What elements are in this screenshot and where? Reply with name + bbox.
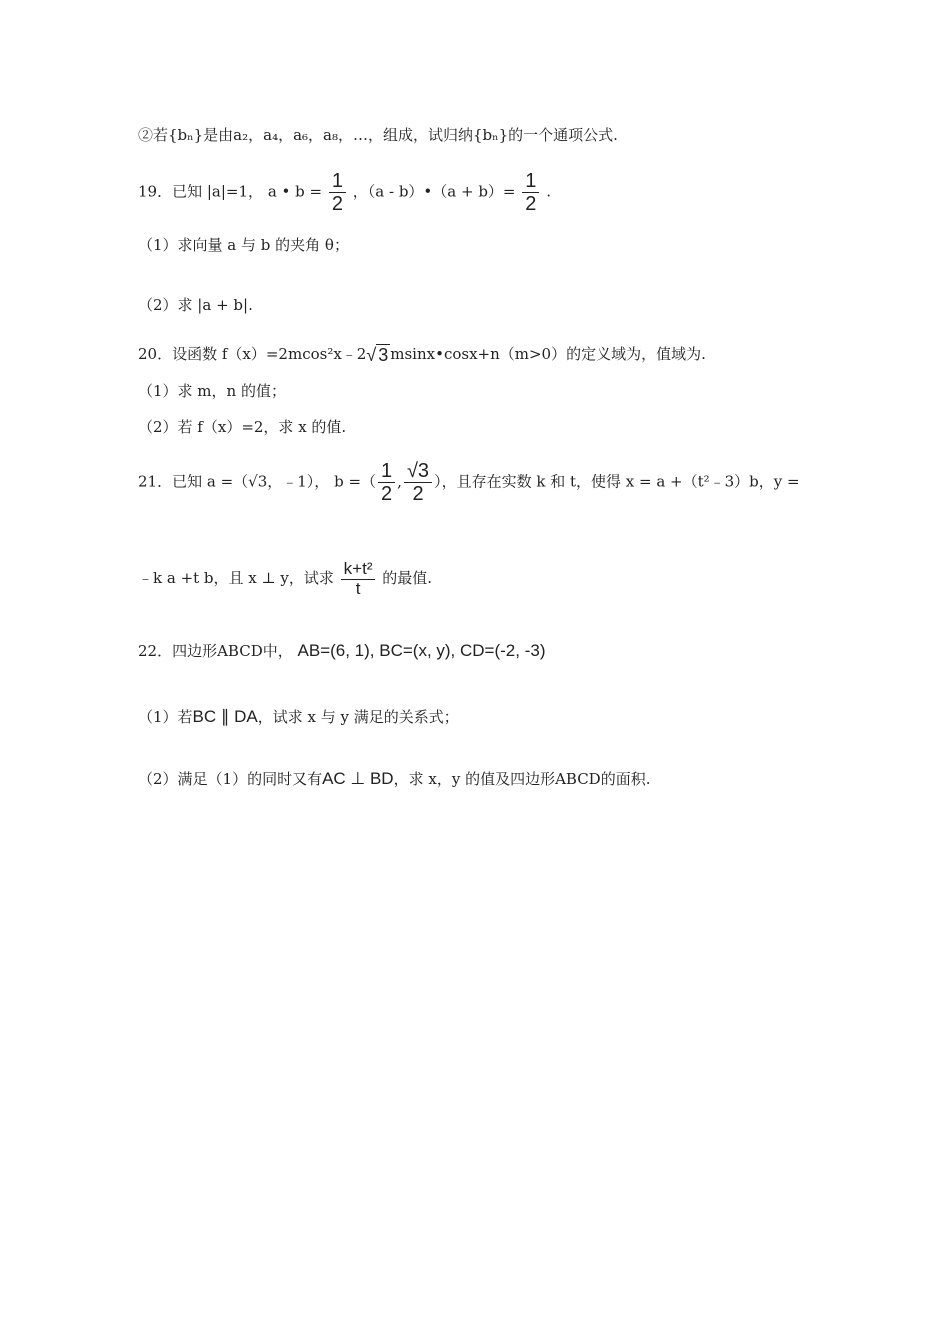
half-fraction-2: $\frac{1}{2}$ (522, 170, 539, 215)
q22-part1-b: ，试求 x 与 y 满足的关系式； (257, 708, 459, 726)
q21-vector-b: b =（ (334, 472, 377, 491)
b-x-fraction: $\frac{1}{2}$ (378, 460, 395, 505)
q19-condition-3: ，（a - b）•（a + b）= (352, 182, 516, 201)
b-y-fraction: $\frac{√3}{2}$ (404, 460, 432, 505)
q20-stem-b: msinx•cosx+n（m>0）的定义域为，值域为. (390, 345, 706, 363)
q19-condition-1: |a|=1， (206, 182, 264, 201)
q19-condition-2: a • b = (267, 182, 323, 201)
q19-part1: （1）求向量 a 与 b 的夹角 θ； (138, 236, 349, 254)
q22-part2-a: （2）满足（1）的同时又有 (138, 770, 323, 788)
q21-line2-b: 的最值. (382, 569, 433, 588)
q21-stem-a: 21．已知 (138, 472, 203, 491)
q18-part2: ②若{bₙ}是由a₂，a₄，a₆，a₈，…，组成，试归纳{bₙ}的一个通项公式. (138, 126, 618, 144)
q22-part1 (138, 708, 459, 725)
q19-end: . (546, 182, 551, 201)
q22-stem (138, 642, 546, 659)
q22-part2 (138, 770, 650, 787)
q20-part2: （2）若 f（x）=2，求 x 的值. (138, 418, 347, 436)
q22-vectors: AB=(6, 1), BC=(x, y), CD=(-2, -3) (297, 641, 546, 660)
q21-stem: 21．已知 a =（√3，﹣1）， b =（ $\frac{1}{2}$ , $\frac{√3}{2}$ ），且存在实数 k 和 t，使得 x = a +（t²﹣3）b，y = (138, 460, 800, 505)
ratio-fraction: $\frac{\text{k+t²}}{t}$ (341, 560, 376, 598)
sqrt3: √ 3 (366, 345, 389, 365)
q21-vector-a: a =（√3，﹣1）， (206, 472, 330, 491)
q19-number: 19．已知 (138, 182, 203, 201)
q22-part1-a: （1）若 (138, 708, 193, 726)
q21-stem-b: ），且存在实数 k 和 t，使得 x = a +（t²﹣3）b，y = (434, 472, 800, 491)
q20-stem-a: 20．设函数 f（x）=2mcos²x﹣2 (138, 345, 367, 363)
q22-part2-b: ，求 x，y 的值及四边形ABCD的面积. (393, 770, 651, 788)
parallel-condition: BC ∥ DA (192, 707, 258, 726)
q22-number: 22．四边形ABCD中， (138, 642, 293, 660)
q20-part1: （1）求 m，n 的值； (138, 382, 286, 400)
q20-stem (138, 346, 706, 364)
perpendicular-condition: AC ⊥ BD (322, 769, 394, 788)
q19-stem (138, 170, 551, 215)
q21-line2-a: ﹣k a +t b，且 x ⊥ y，试求 (138, 569, 334, 588)
q19-part2: （2）求 |a + b|. (138, 296, 253, 314)
half-fraction-1: $\frac{1}{2}$ (329, 170, 346, 215)
q21-line2 (138, 560, 432, 598)
